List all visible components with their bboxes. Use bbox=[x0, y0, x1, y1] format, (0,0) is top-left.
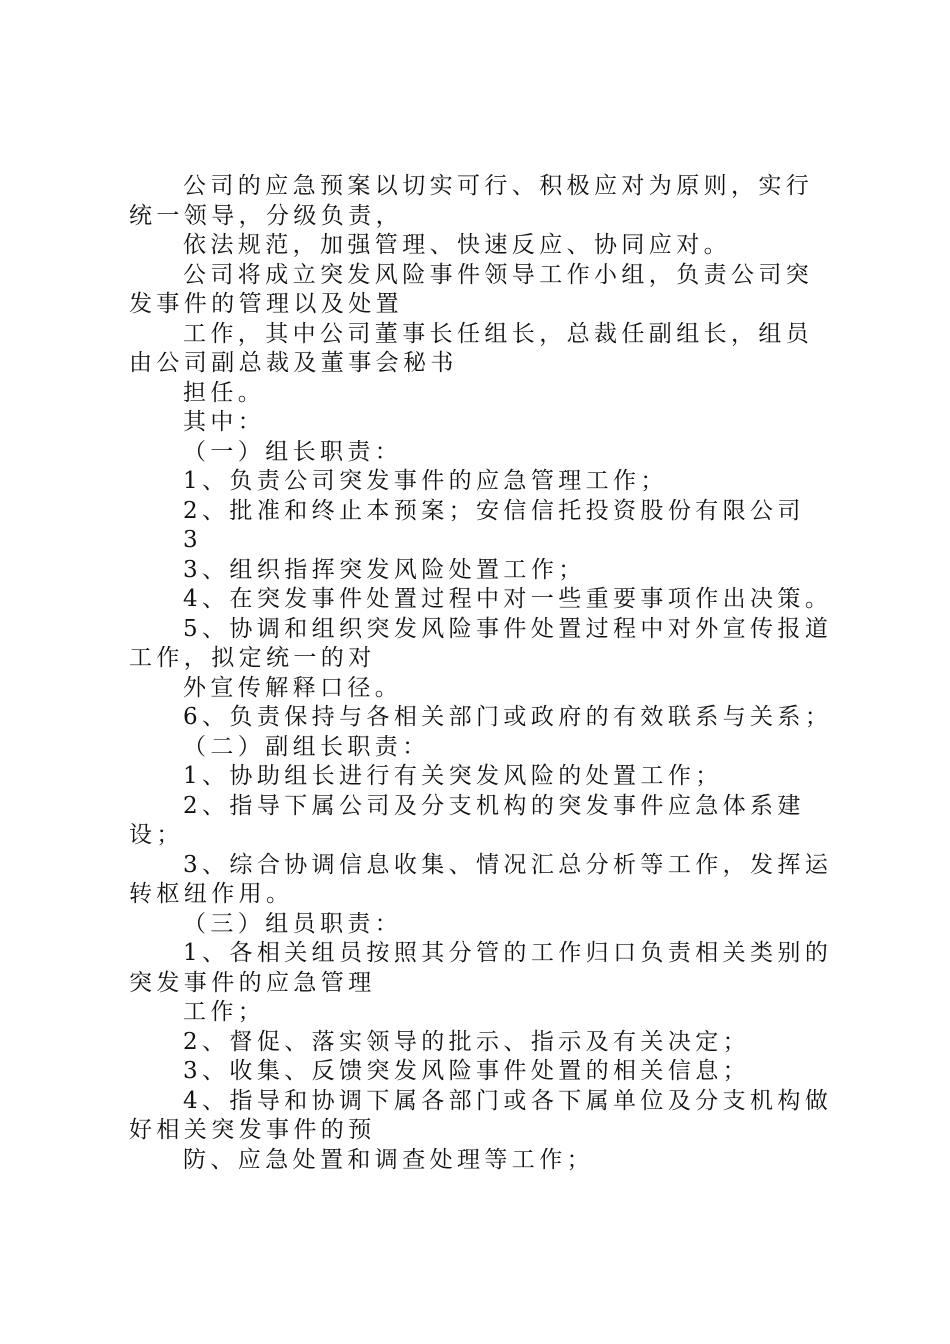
list-item: 1、各相关组员按照其分管的工作归口负责相关类别的突发事件的应急管理 bbox=[129, 940, 833, 996]
paragraph: 防、应急处置和调查处理等工作； bbox=[183, 1146, 594, 1173]
paragraph: 外宣传解释口径。 bbox=[183, 674, 403, 701]
list-item: 4、在突发事件处置过程中对一些重要事项作出决策。 bbox=[183, 586, 833, 612]
page-number: 3 bbox=[183, 527, 203, 553]
list-item: 3、组织指挥突发风险处置工作； bbox=[183, 556, 586, 583]
list-item: 5、协调和组织突发风险事件处置过程中对外宣传报道工作，拟定统一的对 bbox=[129, 615, 833, 671]
list-item: 2、指导下属公司及分支机构的突发事件应急体系建设； bbox=[129, 792, 805, 848]
list-item: 4、指导和协调下属各部门或各下属单位及分支机构做好相关突发事件的预 bbox=[129, 1087, 833, 1143]
paragraph: 公司将成立突发风险事件领导工作小组，负责公司突发事件的管理以及处置 bbox=[129, 261, 814, 317]
section-heading: （一）组长职责： bbox=[183, 438, 403, 465]
list-item: 3、收集、反馈突发风险事件处置的相关信息； bbox=[183, 1058, 751, 1084]
section-heading: （三）组员职责： bbox=[183, 910, 403, 937]
paragraph: 依法规范，加强管理、快速反应、协同应对。 bbox=[183, 232, 731, 258]
document-body bbox=[129, 172, 837, 1175]
list-item: 1、负责公司突发事件的应急管理工作； bbox=[183, 468, 668, 494]
list-item: 6、负责保持与各相关部门或政府的有效联系与关系； bbox=[183, 704, 833, 730]
list-item: 2、督促、落实领导的批示、指示及有关决定； bbox=[183, 1028, 751, 1055]
paragraph: 担任。 bbox=[183, 379, 266, 406]
paragraph: 工作； bbox=[183, 999, 266, 1025]
list-item: 3、综合协调信息收集、情况汇总分析等工作，发挥运转枢纽作用。 bbox=[129, 851, 833, 907]
list-item: 2、批准和终止本预案；安信信托投资股份有限公司 bbox=[183, 497, 805, 524]
section-heading: （二）副组长职责： bbox=[183, 733, 430, 760]
paragraph: 工作，其中公司董事长任组长，总裁任副组长，组员由公司副总裁及董事会秘书 bbox=[129, 320, 814, 376]
list-item: 1、协助组长进行有关突发风险的处置工作； bbox=[183, 763, 723, 789]
paragraph: 公司的应急预案以切实可行、积极应对为原则，实行统一领导，分级负责， bbox=[129, 173, 814, 229]
paragraph: 其中： bbox=[183, 409, 266, 435]
